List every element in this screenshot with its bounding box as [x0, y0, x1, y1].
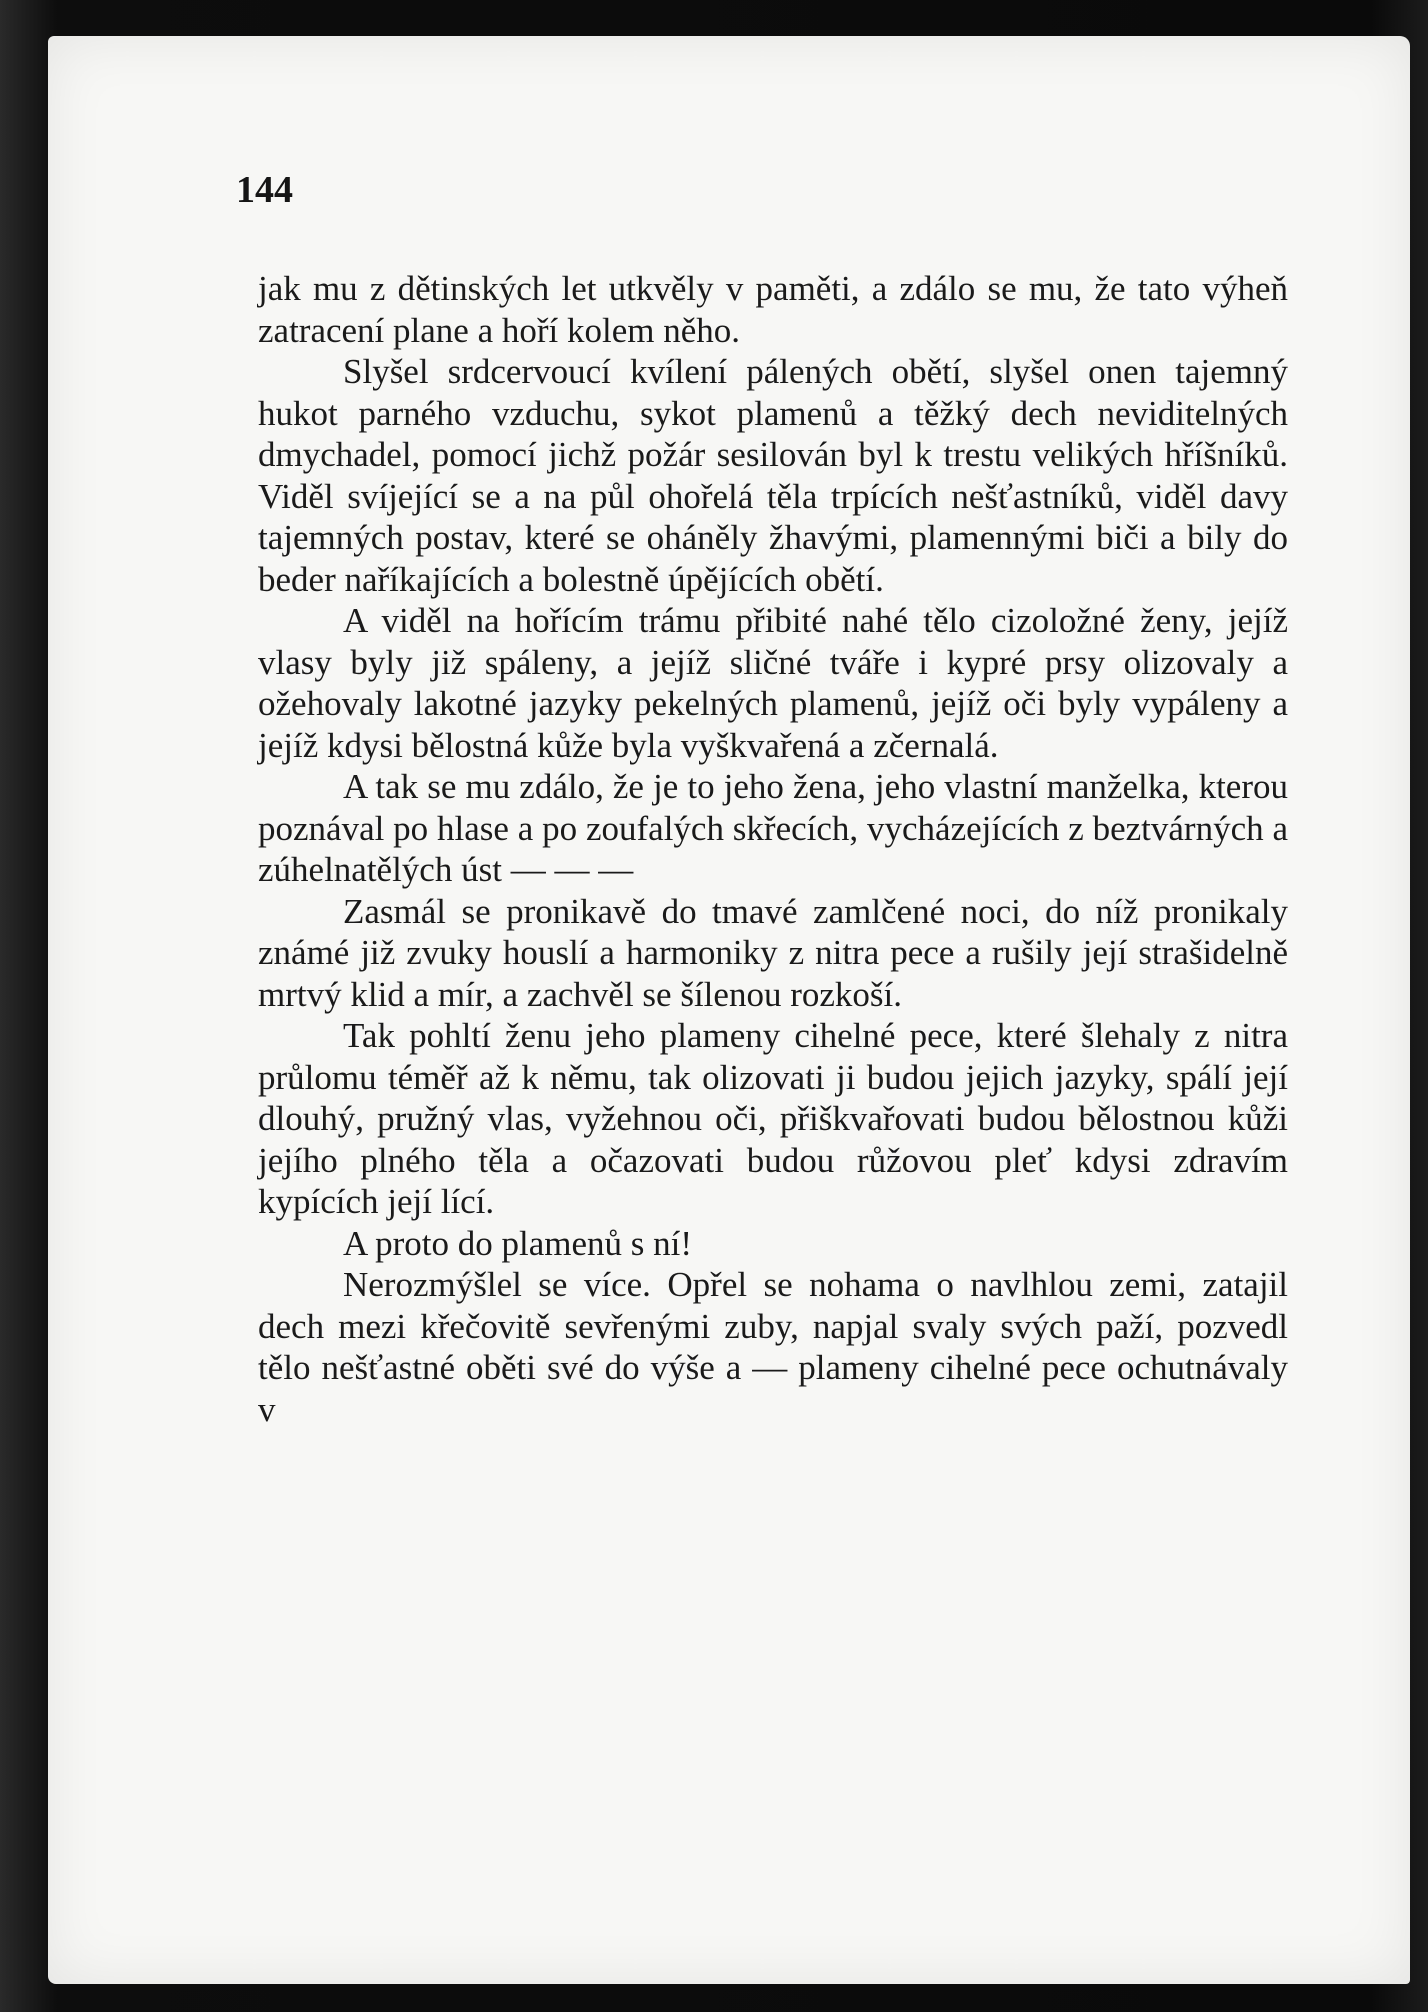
paragraph: Tak pohltí ženu jeho plameny cihelné pece, které šlehaly z nitra průlomu téměř až k němu, tak olizovati ji budou jejich jazyky, spálí její dlouhý, pružný vlas, vyžehnou oči, přiškvařovati budou bělostnou kůži jejího plného těla a očazovati budou růžovou pleť kdysi zdravím kypících její lící. — [258, 1016, 1288, 1221]
paragraph: Nerozmýšlel se více. Opřel se nohama o navlhlou zemi, zatajil dech mezi křečovitě sevřenými zuby, napjal svaly svých paží, pozvedl tělo nešťastné oběti své do výše a — plameny cihelné pece ochutnávaly v — [258, 1265, 1288, 1429]
body-text — [258, 268, 1288, 1430]
paragraph: jak mu z dětinských let utkvěly v paměti, a zdálo se mu, že tato výheň zatracení plane a hoří kolem něho. — [258, 269, 1288, 350]
paragraph: Slyšel srdcervoucí kvílení pálených obětí, slyšel onen tajemný hukot parného vzduchu, sykot plamenů a těžký dech neviditelných dmychadel, pomocí jichž požár sesilován byl k trestu velikých hříšníků. Viděl svíjející se a na půl ohořelá těla trpících nešťastníků, viděl davy tajemných postav, které se oháněly žhavými, plamennými biči a bily do beder naříkajících a bolestně úpějících obětí. — [258, 352, 1288, 599]
paragraph: A viděl na hořícím trámu přibité nahé tělo cizoložné ženy, jejíž vlasy byly již spáleny, a jejíž sličné tváře i kypré prsy olizovaly a ožehovaly lakotné jazyky pekelných plamenů, jejíž oči byly vypáleny a jejíž kdysi bělostná kůže byla vyškvařená a zčernalá. — [258, 601, 1288, 765]
book-page — [48, 36, 1410, 1984]
paragraph: Zasmál se pronikavě do tmavé zamlčené noci, do níž pronikaly známé již zvuky houslí a harmoniky z nitra pece a rušily její strašidelně mrtvý klid a mír, a zachvěl se šílenou rozkoší. — [258, 891, 1288, 1014]
paragraph: A proto do plamenů s ní! — [343, 1223, 692, 1263]
page-number: 144 — [236, 169, 293, 211]
paragraph: A tak se mu zdálo, že je to jeho žena, jeho vlastní manželka, kterou poznával po hlase a po zoufalých skřecích, vycházejících z beztvárných a zúhelnatělých úst — — — — [258, 767, 1288, 889]
